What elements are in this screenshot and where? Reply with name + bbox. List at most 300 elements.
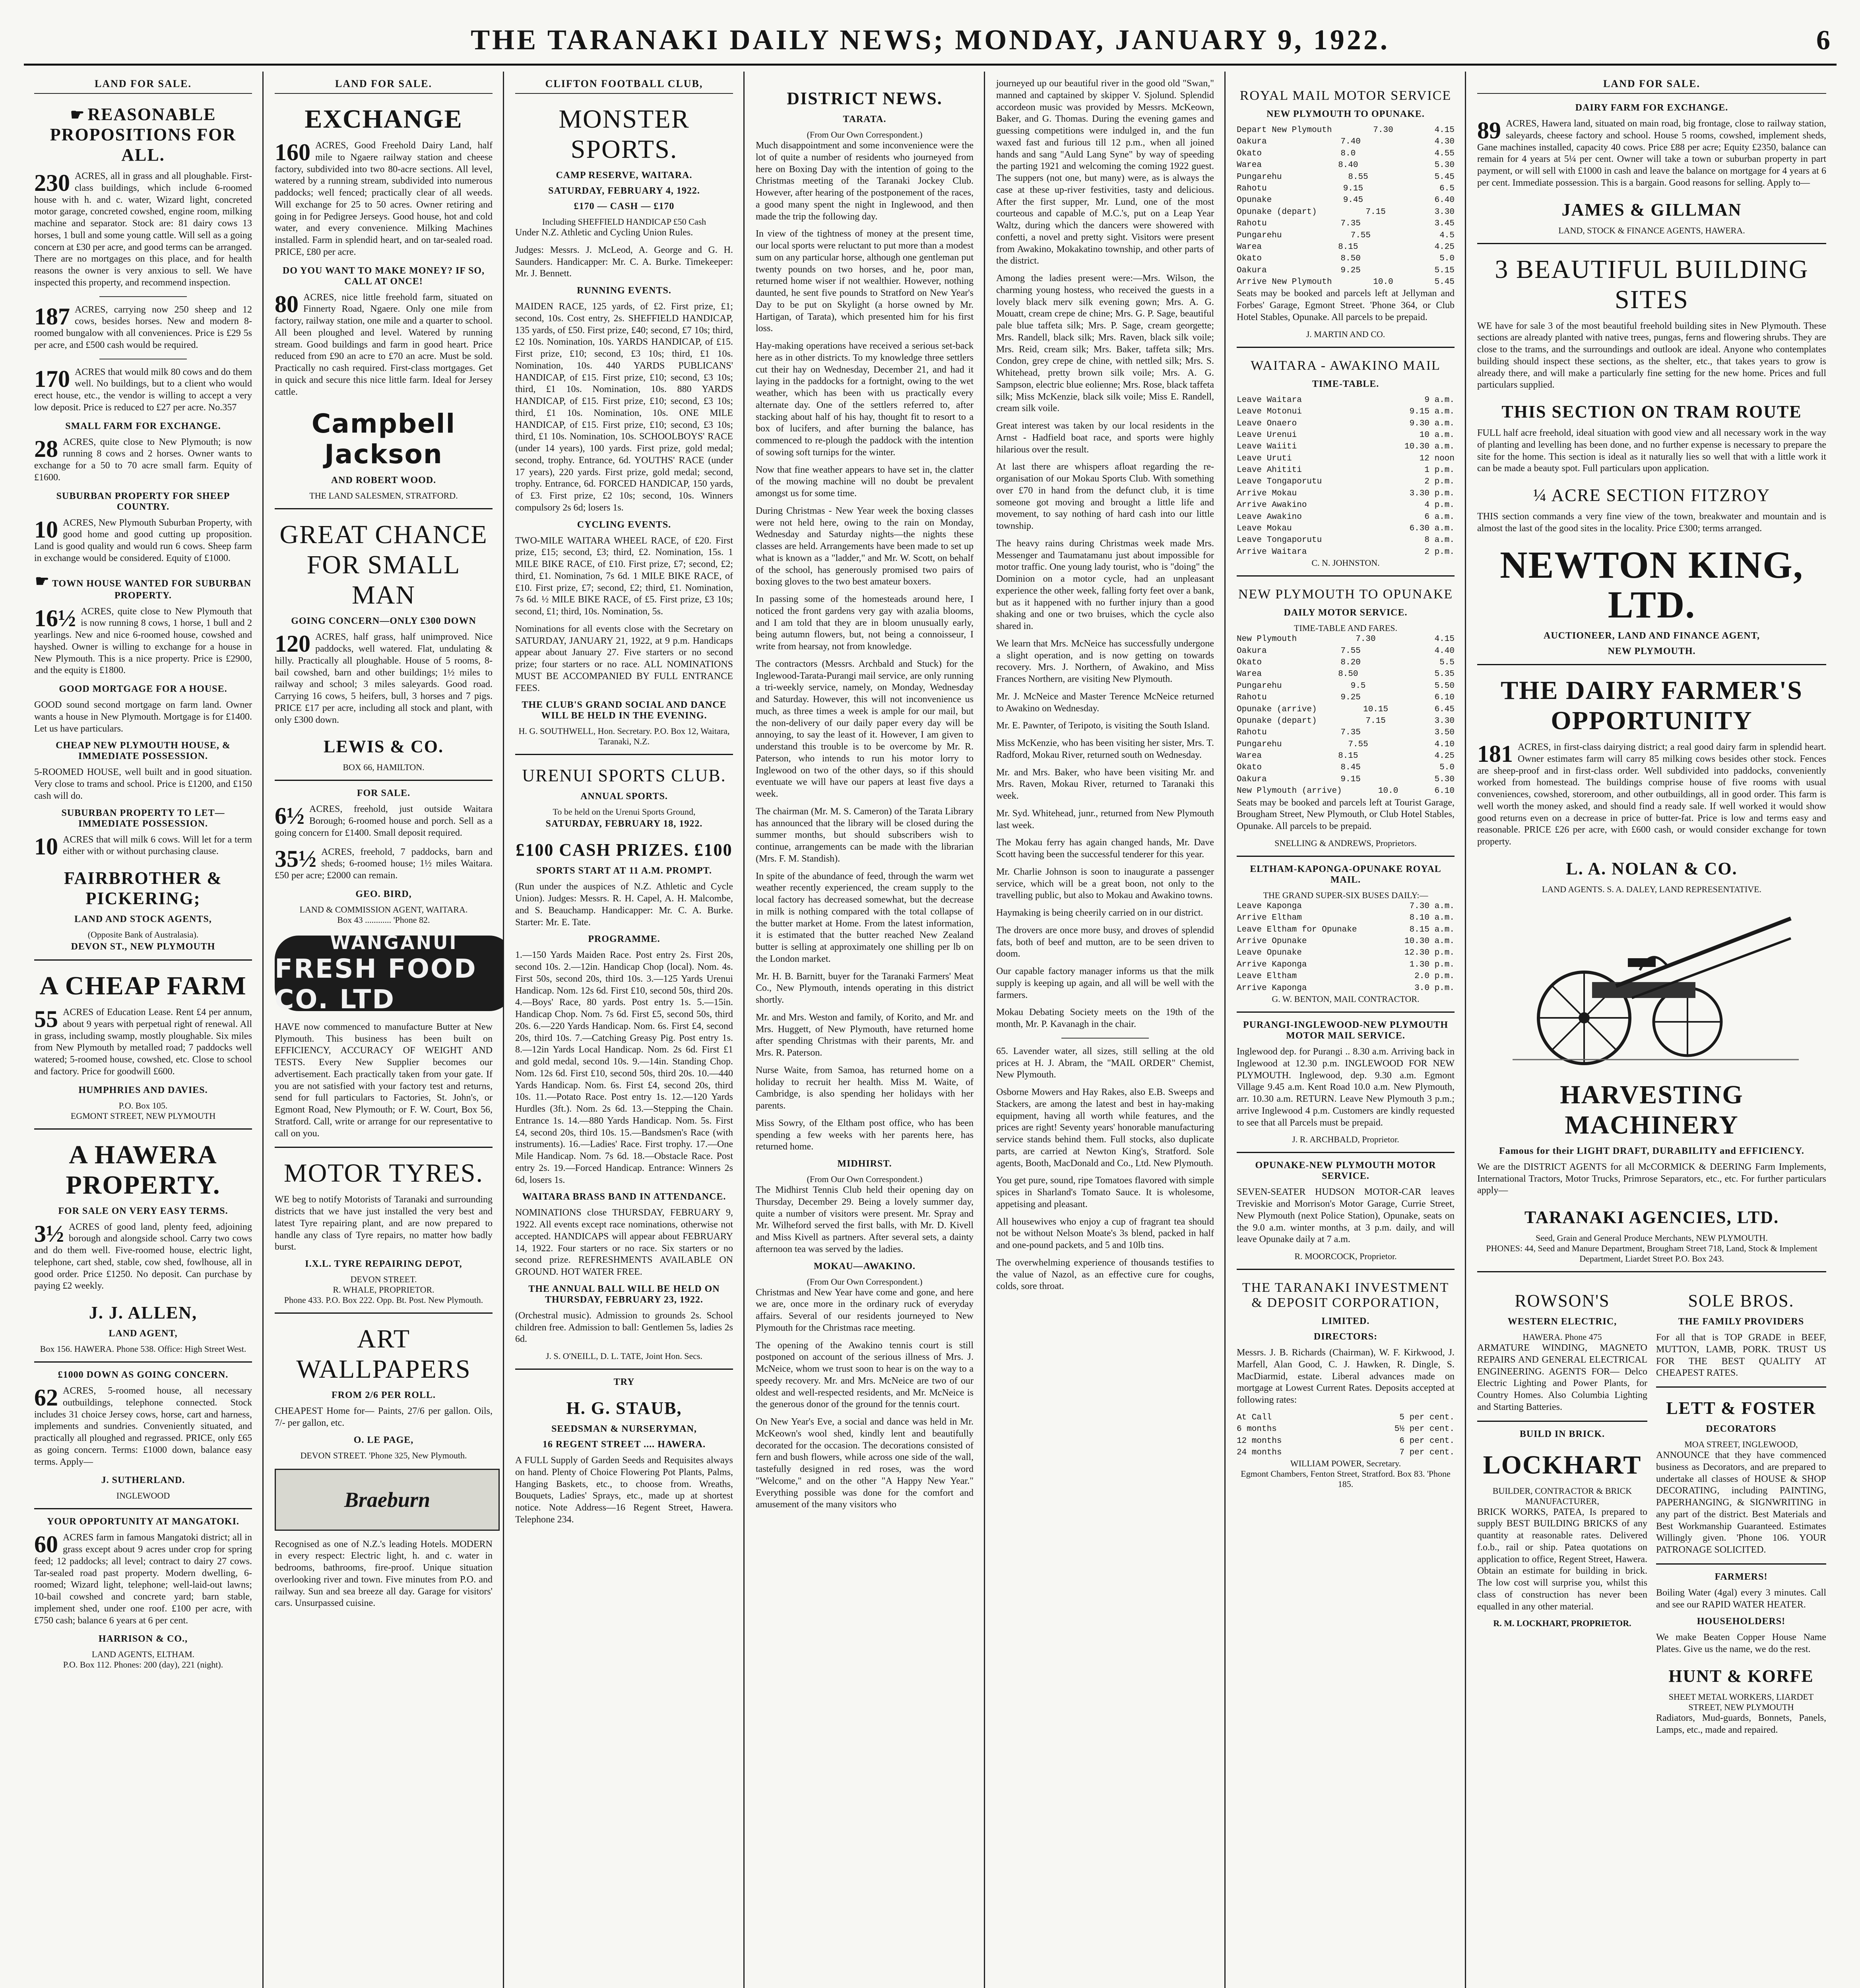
- timetable-row: [1237, 774, 1455, 785]
- column-rule: [503, 72, 504, 1988]
- paragraph: Now that fine weather appears to have set in, the clatter of the mowing machine will no doubt be prevalent amongst us for some time.: [756, 464, 974, 499]
- page-number: 6: [1816, 25, 1833, 56]
- subheading: THE ANNUAL BALL WILL BE HELD ON THURSDAY, FEBRUARY 23, 1922.: [528, 1283, 720, 1305]
- timetable-cell: Arrive Kaponga: [1237, 960, 1307, 969]
- timetable-row: [1237, 645, 1455, 657]
- agent-address: BOX 66, HAMILTON.: [343, 762, 425, 773]
- divider: [1237, 575, 1455, 577]
- timetable-row: [1237, 194, 1455, 206]
- timetable-cell: 9.15 a.m.: [1409, 407, 1455, 417]
- subheading: RUNNING EVENTS.: [577, 285, 671, 296]
- timetable-row: [1237, 534, 1455, 546]
- column-header: LAND FOR SALE.: [34, 78, 252, 94]
- section-title: DISTRICT NEWS.: [787, 89, 943, 108]
- timetable-cell: At Call: [1237, 1413, 1272, 1422]
- agent-address: NEW PLYMOUTH.: [1608, 646, 1696, 657]
- listing: 160 ACRES, Good Freehold Dairy Land, half mile to Ngaere railway station and cheese factory, subdivided into two 80-acre sections. All level, watered by a running stream, subdivided into numerous paddocks; well fenced; practically clear of all weeds. Will exchange for 25 to 50 acres. Owner retiring and going in for Pedigree Jerseys. Good house, hot and cold water, and every convenience. Milking Machines installed. Farm in splendid heart, and on tar-sealed road. PRICE, £80 per acre.: [275, 139, 493, 257]
- timetable-row: [1237, 750, 1455, 762]
- timetable-cell: 5.5: [1439, 658, 1455, 667]
- harvesting-machine-illustration: [1497, 903, 1807, 1070]
- signature: J. R. ARCHBALD, Proprietor.: [1292, 1134, 1399, 1145]
- timetable-cell: Pungarehu: [1237, 681, 1282, 691]
- paragraph: Mr. and Mrs. Weston and family, of Korito, and Mr. and Mrs. Huggett, of New Plymouth, have returned home after spending Christmas with their parents, Mr. and Mrs. R. Paterson.: [756, 1012, 974, 1058]
- timetable-cell: Okato: [1237, 254, 1262, 264]
- masthead: [24, 16, 1837, 66]
- pointing-hand-icon: ☛: [70, 106, 85, 124]
- paragraph: Our capable factory manager informs us that the milk supply is keeping up again, and all will be well with the farmers.: [996, 966, 1214, 1000]
- timetable-cell: Opunake (arrive): [1237, 705, 1317, 714]
- agent-sub: AUCTIONEER, LAND AND FINANCE AGENT,: [1544, 631, 1760, 641]
- subheading: LIMITED.: [1321, 1316, 1370, 1327]
- agent-name: LEWIS & CO.: [324, 737, 444, 757]
- paragraph: Christmas and New Year have come and gone, and here we are, once more in the ordinary ruck of everyday affairs. Several of our residents journeyed to New Plymouth for the Christmas race meeting.: [756, 1287, 974, 1333]
- divider: [1656, 1386, 1826, 1388]
- listing: 120 ACRES, half grass, half unimproved. Nice paddocks, well watered. Flat, undulating & hilly. Practically all ploughable. House of 5 rooms, 8-bail cowshed, barn and other buildings; 1½ miles to railway and school; 3 miles saleyards. Good road. Carrying 16 cows, 5 heifers, bull, 3 horses and 7 pigs. PRICE £17 per acre, including all stock and plant, with only £300 down.: [275, 631, 493, 725]
- paragraph: Great interest was taken by our local residents in the Arnst - Hadfield boat race, and sports were highly hilarious over the result.: [996, 421, 1214, 455]
- column-rule: [262, 72, 264, 1988]
- timetable-row: [1237, 453, 1455, 464]
- subheading: TARATA.: [843, 114, 886, 124]
- timetable-cell: Leave Eltham for Opunake: [1237, 925, 1357, 934]
- timetable-cell: Leave Opunake: [1237, 948, 1302, 958]
- headline: EXCHANGE: [305, 105, 463, 134]
- address: DEVON STREET. 'Phone 325, New Plymouth.: [300, 1450, 467, 1460]
- timetable-cell: Oakura: [1237, 646, 1267, 656]
- column-2: [264, 72, 503, 1988]
- paragraph: At last there are whispers afloat regarding the re-organisation of our Mokau Sports Club. With something over £70 in hand from the defunct club, it is time someone got moving and brought a little life and movement, to say nothing of hard cash into our little township.: [996, 462, 1214, 531]
- timetable-row: [1237, 715, 1455, 727]
- timetable-cell: 1 p.m.: [1424, 466, 1455, 475]
- subheading: THE CLUB'S GRAND SOCIAL AND DANCE WILL BE HELD IN THE EVENING.: [522, 700, 727, 721]
- timetable-cell: 10.0: [1378, 786, 1398, 796]
- prize: £100 CASH PRIZES. £100: [516, 840, 733, 860]
- timetable-cell: 3.45: [1434, 219, 1455, 229]
- ad-grid: [1477, 1280, 1826, 1741]
- column-7: [1467, 72, 1837, 1988]
- headline: ¼ ACRE SECTION FITZROY: [1533, 485, 1771, 505]
- subheading: SMALL FARM FOR EXCHANGE.: [65, 421, 221, 431]
- timetable-cell: Opunake (depart): [1237, 716, 1317, 726]
- timetable-cell: 9.30 a.m.: [1409, 419, 1455, 428]
- agent-name: LOCKHART: [1483, 1450, 1642, 1479]
- agent-address: HAWERA. Phone 475: [1523, 1332, 1602, 1342]
- paragraph: In passing some of the homesteads around here, I noticed the front gardens very gay with azalia blooms, and I am told that they are in bloom unusually early, being autumn flowers, but, not being a connoisseur, I write from hearsay, not from knowledge.: [756, 594, 974, 652]
- timetable-row: [1237, 727, 1455, 738]
- subheading: £1000 DOWN AS GOING CONCERN.: [58, 1370, 229, 1380]
- ad-text: CHEAPEST Home for— Paints, 27/6 per gallon. Oils, 7/- per gallon, etc.: [275, 1406, 493, 1428]
- ad-text: BRICK WORKS, PATEA, Is prepared to supply BEST BUILDING BRICKS of any quantity at reasonable rates. Delivered f.o.b., rail or ship. Patea quotations on application to office, Regent Street, Hawera. Obtain an estimate for building in brick. The low cost will surprise you, whilst this class of construction has never been equalled in any other material.: [1477, 1507, 1647, 1612]
- timetable-row: [1237, 546, 1455, 558]
- venue: To be held on the Urenui Sports Ground,: [553, 807, 696, 817]
- notice: (Orchestral music). Admission to grounds 2s. School children free. Admission to ball: Gentlemen 5s, ladies 2s 6d.: [515, 1310, 733, 1345]
- ad-text: ANNOUNCE that they have commenced business as Decorators, and are prepared to undertake all classes of HOUSE & SHOP DECORATING, including PAINTING, PAPERHANGING, & SIGNWRITING in any part of the district. Best Materials and Best Workmanship Guaranteed. Estimates Willingly given. 'Phone 106. YOUR PATRONAGE SOLICITED.: [1656, 1450, 1826, 1555]
- subheading: MIDHIRST.: [837, 1159, 892, 1169]
- headline: NEW PLYMOUTH TO OPUNAKE: [1238, 587, 1453, 602]
- paragraph: The heavy rains during Christmas week made Mrs. Messenger and Taumatamanu just about impossible for motor traffic. One young lady tourist, who is "doing" the Dominion on a motor cycle, had an unpleasant experience the other week, falling forty feet over a bank, but as it happened with no further injury than a good shaking and one or two bruises, which the cycle also shared in.: [996, 538, 1214, 631]
- timetable-cell: 6.5: [1439, 184, 1455, 193]
- divider: [1477, 1421, 1647, 1422]
- notice: SEVEN-SEATER HUDSON MOTOR-CAR leaves Treviskie and Morrison's Motor Garage, Currie Street, New Plymouth (next Police Station), Opunake, seats on the 9.0 a.m. winter months, at 3 p.m. daily, and will leave Opunake daily at 7 a.m.: [1237, 1187, 1455, 1245]
- paragraph: Hay-making operations have received a serious set-back here as in other districts. To my knowledge three settlers cut their hay on Wednesday, December 21, and had it laying in the paddocks for a fortnight, owing to the wet weather, which has been with us practically every alternate day. One of the settlers referred to, after stacking about half of his hay, thought fit to resort to a box of lucifers, and after burning the balance, has commenced to re-plough the paddock with the intention of sowing soft turnips for the winter.: [756, 341, 974, 458]
- paragraph: On New Year's Eve, a social and dance was held in Mr. McKeown's wool shed, kindly lent and beautifully decorated for the occasion. The decorations consisted of fern and bush flowers, while across one side of the wall, tastefully designed in red roses, was the word "Welcome," and on the other "A Happy New Year." Everything possible was done for the comfort and amusement of the many visitors who: [756, 1417, 974, 1510]
- agent-sub: LAND & COMMISSION AGENT, WAITARA.: [299, 904, 468, 914]
- timetable-cell: 4.25: [1434, 242, 1455, 252]
- timetable-cell: Warea: [1237, 161, 1262, 170]
- agent-address: INGLEWOOD: [116, 1491, 170, 1501]
- subheading: THE GRAND SUPER-SIX BUSES DAILY:—: [1263, 890, 1428, 900]
- agent-sub: LAND AGENT,: [109, 1328, 178, 1339]
- timetable-row: [1237, 183, 1455, 194]
- timetable-cell: 2 p.m.: [1424, 477, 1455, 487]
- timetable-cell: 4.30: [1434, 137, 1455, 147]
- timetable-cell: 8.45: [1340, 763, 1361, 773]
- timetable-cell: Leave Mokau: [1237, 524, 1292, 534]
- start-time: SPORTS START AT 11 A.M. PROMPT.: [536, 866, 712, 876]
- agent-address: DEVON ST., NEW PLYMOUTH: [71, 942, 215, 952]
- byline: (From Our Own Correspondent.): [807, 130, 923, 140]
- timetable-cell: 6 months: [1237, 1425, 1277, 1434]
- subheading: DAIRY FARM FOR EXCHANGE.: [1575, 103, 1728, 113]
- agent-address: PHONES: 44, Seed and Manure Department, Brougham Street 718, Land, Stock & Implement Department, Liardet Street P.O. Box 243.: [1486, 1243, 1817, 1264]
- timetable-cell: 7.35: [1340, 219, 1361, 229]
- timetable-row: [1237, 476, 1455, 487]
- timetable-cell: 10.0: [1373, 278, 1393, 287]
- listing: 5-ROOMED HOUSE, well built and in good situation. Very close to trams and school. Price is £1200, and £150 cash will do.: [34, 767, 252, 801]
- paragraph: During Christmas - New Year week the boxing classes were not held here, owing to the rain on Monday, Wednesday and Saturday nights—the nights these classes are held. Arrangements have been made to set up what is known as a "ladder," and Mr. W. Scott, on behalf of the school, has generously promised two pairs of boxing gloves to the two best amateur boxers.: [756, 505, 974, 587]
- timetable-row: [1237, 464, 1455, 476]
- timetable-row: [1237, 959, 1455, 971]
- divider: [515, 1369, 733, 1370]
- agent-name: L. A. NOLAN & CO.: [1566, 858, 1738, 878]
- subheading: ☛ TOWN HOUSE WANTED FOR SUBURBAN PROPERTY.: [35, 572, 252, 601]
- paragraph-ad: You get pure, sound, ripe Tomatoes flavored with simple spices in Sharland's Tomato Sauce. It is wholesome, appetising and pleasant.: [996, 1175, 1214, 1209]
- paragraph: The Midhirst Tennis Club held their opening day on Thursday, December 29. Being a lovely summer day, quite a number of visitors were present. Mr. Spray and Mr. Wilheford served the first balls, with Mr. D. Kivell and Miss Kivell as partners. After several sets, a dainty afternoon tea was served by the ladies.: [756, 1185, 974, 1254]
- listing: 187 ACRES, carrying now 250 sheep and 12 cows, besides horses. New and modern 8-roomed bungalow with all conveniences. Price is £29 5s per acre, and £500 cash would be required.: [34, 303, 252, 350]
- wanganui-fresh-food-logo: WANGANUI FRESH FOOD CO. LTD: [275, 936, 503, 1011]
- timetable-cell: 8.50: [1340, 254, 1361, 264]
- signature: WILLIAM POWER, Secretary.: [1290, 1458, 1401, 1469]
- headline: THE DAIRY FARMER'S OPPORTUNITY: [1501, 676, 1803, 736]
- timetable-cell: 4.25: [1434, 751, 1455, 761]
- agent-name: O. LE PAGE,: [353, 1435, 414, 1445]
- timetable-cell: 8.10 a.m.: [1409, 913, 1455, 923]
- listing: GOOD sound second mortgage on farm land. Owner wants a house in New Plymouth. Mortgage is for £1400. Let us have particulars.: [34, 700, 252, 734]
- timetable-cell: Rahotu: [1237, 219, 1267, 229]
- timetable-row: [1237, 171, 1455, 183]
- timetable-row: [1237, 680, 1455, 692]
- timetable-cell: 8 a.m.: [1424, 536, 1455, 545]
- event-date: SATURDAY, FEBRUARY 18, 1922.: [545, 819, 703, 829]
- paragraph: Much disappointment and some inconvenience were the lot of quite a number of residents who journeyed from here on Boxing Day with the intention of going to the Christmas meeting of the Taranaki Jockey Club. However, after hearing of the postponement of the races, a good many spent the night in Inglewood, and then made the trip the following day.: [756, 140, 974, 222]
- subheading: DO YOU WANT TO MAKE MONEY? IF SO, CALL AT ONCE!: [282, 265, 485, 287]
- timetable-cell: New Plymouth (arrive): [1237, 786, 1342, 796]
- timetable-cell: 4.15: [1434, 126, 1455, 135]
- timetable-row: [1237, 265, 1455, 276]
- timetable-row: [1237, 429, 1455, 441]
- agent-name: GEO. BIRD,: [355, 889, 412, 899]
- subheading: DAILY MOTOR SERVICE.: [1284, 608, 1408, 618]
- headline: A CHEAP FARM: [39, 971, 247, 1000]
- agent-sub: DECORATORS: [1706, 1424, 1777, 1435]
- headline: MOTOR TYRES.: [284, 1159, 483, 1188]
- timetable-cell: 5 per cent.: [1399, 1413, 1455, 1422]
- timetable-cell: 10.30 a.m.: [1404, 937, 1455, 946]
- subheading: WAITARA BRASS BAND IN ATTENDANCE.: [522, 1192, 726, 1202]
- timetable-cell: 5.35: [1434, 670, 1455, 679]
- timetable-row: [1237, 441, 1455, 452]
- signature: SNELLING & ANDREWS, Proprietors.: [1274, 838, 1417, 848]
- timetable-cell: New Plymouth: [1237, 635, 1297, 644]
- agent-address: P.O. Box 112. Phones: 200 (day), 221 (night).: [63, 1660, 223, 1670]
- timetable-cell: 9.15: [1340, 775, 1361, 784]
- timetable-row: [1237, 739, 1455, 750]
- listing: 3½ ACRES of good land, plenty feed, adjoining borough and alongside school. Carry two cows and do them well. Five-roomed house, electric light, telephone, cart shed, stable, cow shed, fowlhouse, all in good order. Price £1250. No deposit. Can purchase by paying £2 weekly.: [34, 1220, 252, 1291]
- signature: H. G. SOUTHWELL, Hon. Secretary. P.O. Box 12, Waitara, Taranaki, N.Z.: [518, 726, 730, 747]
- timetable-cell: Rahotu: [1237, 693, 1267, 703]
- ad-text: HAVE now commenced to manufacture Butter at New Plymouth. This business has been built on EFFICIENCY, ACCURACY OF WEIGHT AND TESTS. Every New Supplier becomes our advertisement. Each practically taken from your gate. If you are not satisfied with your factory test and returns, send for full particulars to Factories, St. John's, or Egmont Road, New Plymouth; or F. W. Court, Box 56, Stratford. Call, write or arrange for our representative to call on you.: [275, 1021, 493, 1139]
- notice: NOMINATIONS close THURSDAY, FEBRUARY 9, 1922. All events except race nominations, otherwise not accepted. HANDICAPS will appear about FEBRUARY 14, 1922. Four starters or no race. Six starters or no second prize. REFRESHMENTS AVAILABLE ON GROUND. HOT WATER FREE.: [515, 1208, 733, 1277]
- listing: 55 ACRES of Education Lease. Rent £4 per annum, about 9 years with perpetual right of renewal. All in grass, including swamp, mostly ploughable. Six miles from New Plymouth by metalled road; 7 paddocks well watered; 5-roomed house, cowshed, etc. Close to school and factory. Price for goodwill £600.: [34, 1006, 252, 1077]
- agent-name: HUMPHRIES AND DAVIES.: [78, 1085, 208, 1095]
- officials: Judges: Messrs. J. McLeod, A. George and G. H. Saunders. Handicapper: Mr. C. A. Burke. Timekeeper: Mr. J. Bennett.: [515, 245, 733, 279]
- timetable: [1237, 633, 1455, 797]
- agent-name: JAMES & GILLMAN: [1561, 200, 1742, 219]
- ad-text: We make Beaten Copper House Name Plates. Give us the name, we do the rest.: [1656, 1632, 1826, 1655]
- listing: 89 ACRES, Hawera land, situated on main road, big frontage, close to railway station, saleyards, cheese factory and school. House 5 rooms, cowshed, implement sheds, Gane machines installed, capacity 40 cows. Price £88 per acre; Equity £2350, balance can remain for 4 years at 5¼ per cent. Owner will take a town or suburban property in part payment, or will sell with £1000 in cash and leave the balance on mortgage for 4 years at 6 per cent. Immediate possession. This is a bargain. Good reasons for selling. Apply to—: [1477, 117, 1826, 188]
- column-5: [986, 72, 1224, 1988]
- listing: 181 ACRES, in first-class dairying district; a real good dairy farm in splendid heart. Owner estimates farm will carry 85 milking cows besides other stock. Fences are sheep-proof and in first-class order. Well subdivided into paddocks, conveniently worked from homestead. The buildings comprise house of five rooms with usual conveniences, cowshed, storeroom, and other outbuildings, all in good order. This farm is well worth the money asked, and should find a ready sale. If well worked it would show good returns even on a decrease in price of butter-fat. Price is low and terms easy and reasonable. PRICE £26 per acre, with £600 cash, or would consider exchange for town property.: [1477, 741, 1826, 847]
- timetable-cell: 4.5: [1439, 231, 1455, 240]
- timetable-cell: Leave Tongaporutu: [1237, 536, 1322, 545]
- signature: C. N. JOHNSTON.: [1311, 558, 1380, 568]
- timetable-cell: 7.30: [1373, 126, 1393, 135]
- timetable: [1237, 124, 1455, 288]
- ad-text: Boiling Water (4gal) every 3 minutes. Call and see our RAPID WATER HEATER.: [1656, 1587, 1826, 1610]
- divider: [1656, 1563, 1826, 1565]
- notice: Seats may be booked and parcels left at Jellyman and Forbes' Garage, Egmont Street. 'Phone 364, or Club Hotel Stables, Opunake. All parcels to be prepaid.: [1237, 288, 1455, 322]
- agent-name: NEWTON KING, LTD.: [1500, 543, 1804, 626]
- subheading: DIRECTORS:: [1313, 1332, 1378, 1342]
- ad-text: FULL half acre freehold, ideal situation with good view and all necessary work in the way of planting and levelling has been done, and no further expense is necessary to prepare the site for the home. This section is ideal as it naturally lies so well that with a little work it can be made a beauty spot. Full particulars upon application.: [1477, 428, 1826, 474]
- timetable-row: [1237, 982, 1455, 994]
- column-header: CLIFTON FOOTBALL CLUB,: [515, 78, 733, 94]
- paragraph: Mokau Debating Society meets on the 19th of the month, Mr. P. Kavanagh in the chair.: [996, 1007, 1214, 1029]
- paragraph: We learn that Mrs. McNeice has successfully undergone a slight operation, and is now getting on towards recovery. Mrs. J. Northern, of Awakino, and Miss Frances Northern, are visiting New Plymouth.: [996, 638, 1214, 684]
- timetable-cell: 9.15: [1343, 184, 1363, 193]
- listing: 62 ACRES, 5-roomed house, all necessary outbuildings, telephone connected. Stock includes 31 choice Jersey cows, horse, cart and harness, implements and sundries. Conveniently situated, and practically all ploughed and regrassed. PRICE, only £65 as going concern. Terms: £1000 down, balance easy terms. Apply—: [34, 1384, 252, 1467]
- masthead-title: THE TARANAKI DAILY NEWS; MONDAY, JANUARY 9, 1922.: [471, 23, 1390, 56]
- column-header: LAND FOR SALE.: [1477, 78, 1826, 94]
- column-4: [745, 72, 984, 1988]
- subheading: I.X.L. TYRE REPAIRING DEPOT,: [305, 1259, 462, 1269]
- paragraph: Nurse Waite, from Samoa, has returned home on a holiday to recruit her health. Miss M. Waite, of Cambridge, is also spending her holidays with her parents.: [756, 1065, 974, 1111]
- paragraph: Mr. and Mrs. Baker, who have been visiting Mr. and Mrs. Raven, Mokau River, returned to Taranaki this week.: [996, 767, 1214, 801]
- timetable-row: [1237, 218, 1455, 229]
- timetable-cell: Oakura: [1237, 266, 1267, 275]
- timetable-row: [1237, 1423, 1455, 1435]
- headline: ☛ REASONABLE PROPOSITIONS FOR ALL.: [50, 105, 237, 165]
- timetable-cell: 5.30: [1434, 161, 1455, 170]
- listing: 28 ACRES, quite close to New Plymouth; is now running 8 cows and 2 horses. Owner wants to exchange for a 50 to 70 acre small farm. Equity of £1600.: [34, 435, 252, 483]
- headline: URENUI SPORTS CLUB.: [522, 766, 726, 786]
- subheading: TIME-TABLE AND FARES.: [1294, 623, 1397, 633]
- paragraph-ad: The overwhelming experience of thousands testifies to the value of Nazol, as an effective cure for coughs, colds, sore throat.: [996, 1257, 1214, 1292]
- timetable-cell: 10.30 a.m.: [1404, 442, 1455, 452]
- agent-sub: LAND AGENTS. S. A. DALEY, LAND REPRESENTATIVE.: [1542, 884, 1762, 894]
- timetable-row: [1237, 1447, 1455, 1458]
- timetable-cell: 8.20: [1340, 658, 1361, 667]
- column-rule: [984, 72, 985, 1988]
- timetable-cell: 24 months: [1237, 1448, 1282, 1457]
- timetable-cell: Oakura: [1237, 775, 1267, 784]
- timetable-row: [1237, 276, 1455, 288]
- column-6: [1226, 72, 1465, 1988]
- ad-text: WE beg to notify Motorists of Taranaki and surrounding districts that we have just installed the very best and latest Tyre repairing plant, and are now prepared to handle any class of Tyre repairs, no matter how badly burst.: [275, 1194, 493, 1252]
- agent-address: (Opposite Bank of Australasia).: [87, 930, 199, 940]
- paragraph: The contractors (Messrs. Archbald and Stuck) for the Inglewood-Tarata-Purangi mail service, are only running a tri-weekly service, namely, on Monday, Wednesday and Saturday. However, this will not inconvenience us much, as three times a week is ample for our mail, but the non-delivery of our daily paper every day will be annoying, to say the least of it. However, I am given to understand this trouble is to be overcome by Mr. R. Paterson, who intends to run his motor lorry to Inglewood on two of the other days, so if this should eventuate we will have our papers at least five days a week.: [756, 658, 974, 799]
- timetable-cell: 5.30: [1434, 775, 1455, 784]
- agent-name: HUNT & KORFE: [1668, 1666, 1814, 1686]
- timetable-cell: Leave Eltham: [1237, 972, 1297, 981]
- paragraph-ad: Osborne Mowers and Hay Rakes, also E.B. Sweeps and Stackers, are among the latest and best in hay-making equipment, having all worth while features, and the prices are right! Seventy years' honorable manufacturing service stands behind them. Full stocks, also duplicate parts, are carried at Newton King's, Stratford. Sole agents, Booth, MacDonald and Co., Ltd. New Plymouth.: [996, 1087, 1214, 1169]
- timetable-cell: Arrive Eltham: [1237, 913, 1302, 923]
- timetable-cell: Leave Kaponga: [1237, 901, 1302, 911]
- timetable-cell: 4.55: [1434, 149, 1455, 158]
- timetable-cell: 9.25: [1340, 693, 1361, 703]
- divider: [1237, 347, 1455, 348]
- divider: [34, 1508, 252, 1509]
- timetable-cell: 1.30 p.m.: [1409, 960, 1455, 969]
- timetable-cell: 5.45: [1434, 278, 1455, 287]
- timetable: [1237, 901, 1455, 994]
- timetable-cell: 4.15: [1434, 635, 1455, 644]
- paragraph: The Mokau ferry has again changed hands, Mr. Dave Scott having been the successful tenderer for this year.: [996, 837, 1214, 860]
- divider: [275, 508, 493, 509]
- address: Egmont Chambers, Fenton Street, Stratford. Box 83. 'Phone 185.: [1241, 1469, 1451, 1489]
- timetable-cell: Okato: [1237, 763, 1262, 773]
- timetable-cell: 8.15 a.m.: [1409, 925, 1455, 934]
- subheading: ELTHAM-KAPONGA-OPUNAKE ROYAL MAIL.: [1250, 864, 1441, 885]
- paragraph-ad: All housewives who enjoy a cup of fragrant tea should not be without Nelson Moate's 3s blend, packed in half and one-pound packets, and 5 and 10lb tins.: [996, 1216, 1214, 1250]
- timetable-cell: 12.30 p.m.: [1404, 948, 1455, 958]
- timetable-cell: 5.15: [1434, 266, 1455, 275]
- timetable-row: [1237, 253, 1455, 264]
- timetable-row: [1237, 692, 1455, 703]
- divider: [34, 1128, 252, 1130]
- ad-text: Radiators, Mud-guards, Bonnets, Panels, Lamps, etc., made and repaired.: [1656, 1712, 1826, 1735]
- address: Phone 433. P.O. Box 222. Opp. Bt. Post. New Plymouth.: [284, 1295, 483, 1305]
- timetable-cell: Arrive Mokau: [1237, 489, 1297, 498]
- timetable-row: [1237, 418, 1455, 429]
- pointing-hand-icon: ☛: [35, 572, 50, 590]
- timetable-row: [1237, 704, 1455, 715]
- prize: £170 — CASH — £170: [574, 201, 675, 212]
- agent-name: J. SUTHERLAND.: [101, 1475, 185, 1486]
- paragraph: Among the ladies present were:—Mrs. Wilson, the charming young hostess, who received the guests in a lovely black merv silk evening gown; Mrs. A. G. Mouatt, cream crepe de chine; Mrs. G. P. Sage, beautiful pale blue taffeta silk; Mrs. P. Sage, cream georgette; Mrs. Randell, black silk; Mrs. Raven, black silk voile; Mrs. Reid, cream silk; Mrs. Baker, taffeta silk; Mrs. Condon, grey crepe de chine, with nettled silk; Mrs. S. Whitehead, pretty brown silk voile; Mrs. A. G. Sampson, electric blue eolienne; Mrs. Rose, black taffeta silk; Miss McKenzie, black silk voile; Miss E. Randell, cream silk voile.: [996, 273, 1214, 414]
- listing: 60 ACRES farm in famous Mangatoki district; all in grass except about 9 acres under crop for spring feed; 12 paddocks; all level; contract to dairy 27 cows. Tar-sealed road past property. Modern dwelling, 6-roomed; Wizard light, telephone; well-laid-out lawns; 10-bail cowshed and concrete yard; barn stable, implement shed, under one roof. £100 per acre, with £750 cash; balance 6 years at 6 per cent.: [34, 1531, 252, 1626]
- timetable-cell: 6 a.m.: [1424, 512, 1455, 522]
- agent-address: MOA STREET, INGLEWOOD,: [1684, 1439, 1798, 1450]
- timetable-cell: 6.40: [1434, 196, 1455, 205]
- timetable-row: [1237, 971, 1455, 982]
- paragraph: Haymaking is being cheerily carried on in our district.: [996, 908, 1203, 918]
- column-rule: [1465, 72, 1466, 1988]
- timetable-cell: 7 per cent.: [1399, 1448, 1455, 1457]
- paragraph: Mr. E. Pawnter, of Teripoto, is visiting the South Island.: [996, 720, 1210, 731]
- timetable-cell: 3.50: [1434, 728, 1455, 738]
- timetable-cell: Leave Awakino: [1237, 512, 1302, 522]
- paragraph: Miss Sowry, of the Eltham post office, who has been spending a few weeks with her parents here, has returned home.: [756, 1118, 974, 1152]
- timetable-cell: 5½ per cent.: [1394, 1425, 1455, 1434]
- agent-name: J. J. ALLEN,: [89, 1303, 198, 1322]
- divider: [1237, 1269, 1455, 1270]
- timetable-cell: Leave Tongaporutu: [1237, 477, 1322, 487]
- subheading: FOR SALE ON VERY EASY TERMS.: [58, 1206, 228, 1216]
- timetable-row: [1237, 124, 1455, 136]
- subheading: BUILD IN BRICK.: [1519, 1429, 1605, 1439]
- timetable-cell: 7.15: [1365, 716, 1386, 726]
- signature: J. S. O'NEILL, D. L. TATE, Joint Hon. Secs.: [545, 1351, 703, 1361]
- subheading: SUBURBAN PROPERTY TO LET—IMMEDIATE POSSESSION.: [61, 808, 225, 829]
- agent-sub: BUILDER, CONTRACTOR & BRICK MANUFACTURER,: [1492, 1485, 1632, 1506]
- timetable-cell: 4 p.m.: [1424, 501, 1455, 510]
- timetable-cell: 8.55: [1348, 172, 1368, 182]
- timetable-cell: 3.30: [1434, 716, 1455, 726]
- divider: [275, 1312, 493, 1314]
- subheading: FOR SALE.: [357, 788, 411, 799]
- timetable-cell: 8.50: [1338, 670, 1358, 679]
- timetable-row: [1237, 148, 1455, 159]
- timetable-cell: Rahotu: [1237, 728, 1267, 738]
- divider: [1477, 664, 1826, 665]
- timetable-cell: 6.45: [1434, 705, 1455, 714]
- timetable-row: [1237, 947, 1455, 959]
- column-header: LAND FOR SALE.: [275, 78, 493, 94]
- signature: R. MOORCOCK, Proprietor.: [1294, 1251, 1397, 1262]
- agent-name: LETT & FOSTER: [1666, 1398, 1816, 1418]
- timetable-cell: Warea: [1237, 670, 1262, 679]
- timetable-cell: Leave Urenui: [1237, 430, 1297, 440]
- subheading: NEW PLYMOUTH TO OPUNAKE.: [1267, 109, 1425, 119]
- divider: [34, 1361, 252, 1363]
- agent-sub: THE FAMILY PROVIDERS: [1678, 1316, 1804, 1327]
- timetable-cell: Leave Waiiti: [1237, 442, 1297, 452]
- paragraph-ad: 65. Lavender water, all sizes, still selling at the old prices at H. J. Abram, the "MAIL ORDER" Chemist, New Plymouth.: [996, 1046, 1214, 1080]
- rules: Under N.Z. Athletic and Cycling Union Rules.: [515, 227, 693, 238]
- timetable-cell: Arrive Opunake: [1237, 937, 1307, 946]
- paragraph: The chairman (Mr. M. S. Cameron) of the Tarata Library has announced that the library will be closed during the summer months, but should subscribers wish to continue, arrangements can be made with the librarian (Mrs. F. M. Standish).: [756, 806, 974, 864]
- subheading: PROGRAMME.: [588, 934, 660, 945]
- timetable-cell: Arrive Waitara: [1237, 547, 1307, 557]
- divider: [34, 959, 252, 961]
- headline: WAITARA - AWAKINO MAIL: [1251, 358, 1441, 373]
- headline: THE TARANAKI INVESTMENT & DEPOSIT CORPORATION,: [1242, 1280, 1449, 1310]
- agent-address: EGMONT STREET, NEW PLYMOUTH: [70, 1110, 216, 1121]
- listing: 80 ACRES, nice little freehold farm, situated on Finnerty Road, Ngaere. Only one mile from factory, railway station, one mile and a quarter to school. All been ploughed and level. Watered by running stream. Good buildings and farm in good heart. Price reduced from £90 an acre to £70 an acre. Must be sold. Practically no cash required. First-class mortgages. Get in quick and secure this nice little farm. Ideal for Jersey cattle.: [275, 291, 493, 397]
- listing: 16½ ACRES, quite close to New Plymouth that is now running 8 cows, 1 horse, 1 bull and 2 yearlings. New and nice 6-roomed house, cowshed and hayshed. Owner is willing to exchange for a house in New Plymouth. This is a nice property. Price is £2900, and the equity is £1800.: [34, 605, 252, 676]
- timetable-cell: Leave Waitara: [1237, 395, 1302, 405]
- timetable-cell: 7.15: [1365, 207, 1386, 217]
- timetable: [1237, 394, 1455, 558]
- timetable-cell: 10.15: [1363, 705, 1389, 714]
- paragraph: Mr. Charlie Johnson is soon to inaugurate a passenger service, which will be a great boon, not only to the travelling public, but also to Mokau and Awakino towns.: [996, 866, 1214, 901]
- column-3: [505, 72, 743, 1988]
- event-date: SATURDAY, FEBRUARY 4, 1922.: [548, 186, 700, 196]
- paragraph: Miss McKenzie, who has been visiting her sister, Mrs. T. Radford, Mokau River, returned south on Wednesday.: [996, 738, 1214, 760]
- subheading: GOING CONCERN—ONLY £300 DOWN: [291, 616, 476, 627]
- timetable-row: [1237, 762, 1455, 773]
- timetable-row: [1237, 488, 1455, 499]
